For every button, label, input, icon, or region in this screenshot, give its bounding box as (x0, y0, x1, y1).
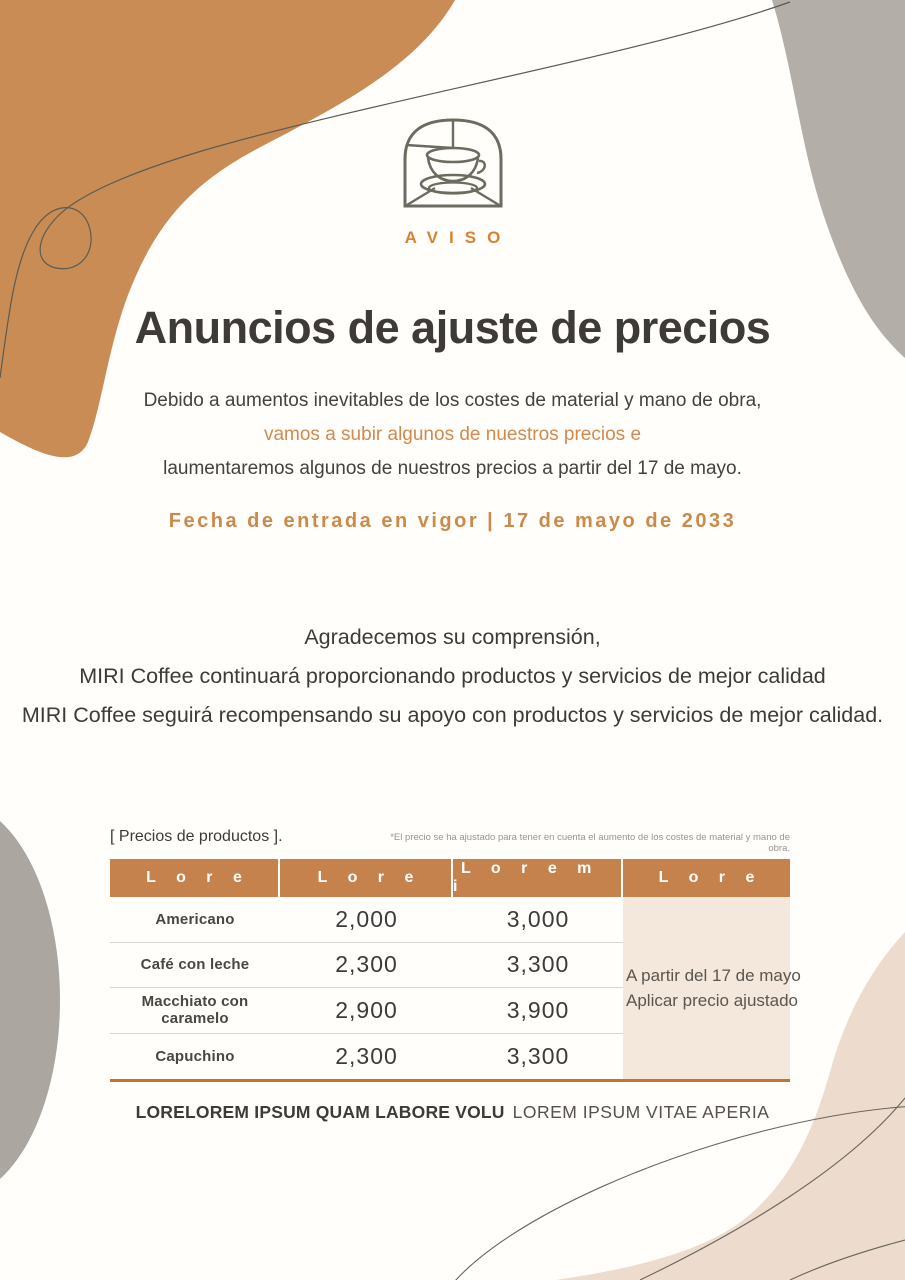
side-note-line-2: Aplicar precio ajustado (626, 991, 798, 1010)
message-line-2: MIRI Coffee continuará proporcionando productos y servicios de mejor calidad (79, 664, 826, 688)
header-cell-note: L o r e (623, 859, 790, 897)
table-bottom-rule (110, 1079, 790, 1082)
coffee-logo (402, 117, 504, 209)
old-price: 2,300 (335, 1042, 398, 1069)
intro-line-1: Debido a aumentos inevitables de los costes de material y mano de obra, (143, 390, 762, 411)
price-section-label: [ Precios de productos ]. (110, 828, 283, 845)
header-cell-new-price: L o r e m i (453, 859, 623, 897)
new-price: 3,300 (506, 1042, 570, 1069)
price-table-body (110, 897, 801, 1079)
intro-line-3: laumentaremos algunos de nuestros precios a partir del 17 de mayo. (163, 458, 742, 479)
footer-text (0, 1102, 905, 1123)
new-price: 3,300 (506, 951, 570, 978)
message-line-3: MIRI Coffee seguirá recompensando su apoyo con productos y servicios de mejor calidad. (21, 703, 884, 727)
intro-paragraph (0, 384, 905, 486)
footer-bold-text: LORELOREM IPSUM QUAM LABORE VOLU (135, 1102, 505, 1122)
product-name: Macchiato con caramelo (141, 993, 249, 1028)
new-price: 3,900 (506, 996, 570, 1023)
coffee-cup-arch-icon (402, 117, 504, 209)
table-row (110, 897, 623, 943)
price-adjustment-note: *El precio se ha ajustado para tener en cuenta el aumento de los costes de material y mano de obra. (390, 832, 790, 854)
footer-regular-text: LOREM IPSUM VITAE APERIA (512, 1102, 770, 1122)
price-table-header (110, 859, 790, 897)
header-cell-product: L o r e (110, 859, 280, 897)
side-note-column (623, 897, 801, 1079)
table-row (110, 1034, 623, 1080)
product-name: Capuchino (155, 1047, 235, 1065)
old-price: 2,300 (335, 951, 398, 978)
thanks-message (0, 618, 905, 735)
product-name: Americano (155, 910, 235, 928)
new-price: 3,000 (506, 905, 570, 932)
side-note-line-1: A partir del 17 de mayo (626, 966, 801, 985)
old-price: 2,000 (335, 905, 398, 932)
message-line-1: Agradecemos su comprensión, (304, 625, 601, 649)
old-price: 2,900 (335, 996, 398, 1023)
header-cell-old-price: L o r e (280, 859, 453, 897)
table-row (110, 943, 623, 989)
aviso-badge: AVISO (404, 228, 512, 247)
product-name: Café con leche (140, 956, 250, 974)
table-row (110, 988, 623, 1034)
page-title: Anuncios de ajuste de precios (134, 302, 771, 353)
intro-line-highlight: vamos a subir algunos de nuestros precios e (263, 424, 642, 445)
effective-date-line: Fecha de entrada en vigor | 17 de mayo de 2033 (168, 510, 737, 532)
price-table (110, 859, 801, 1079)
